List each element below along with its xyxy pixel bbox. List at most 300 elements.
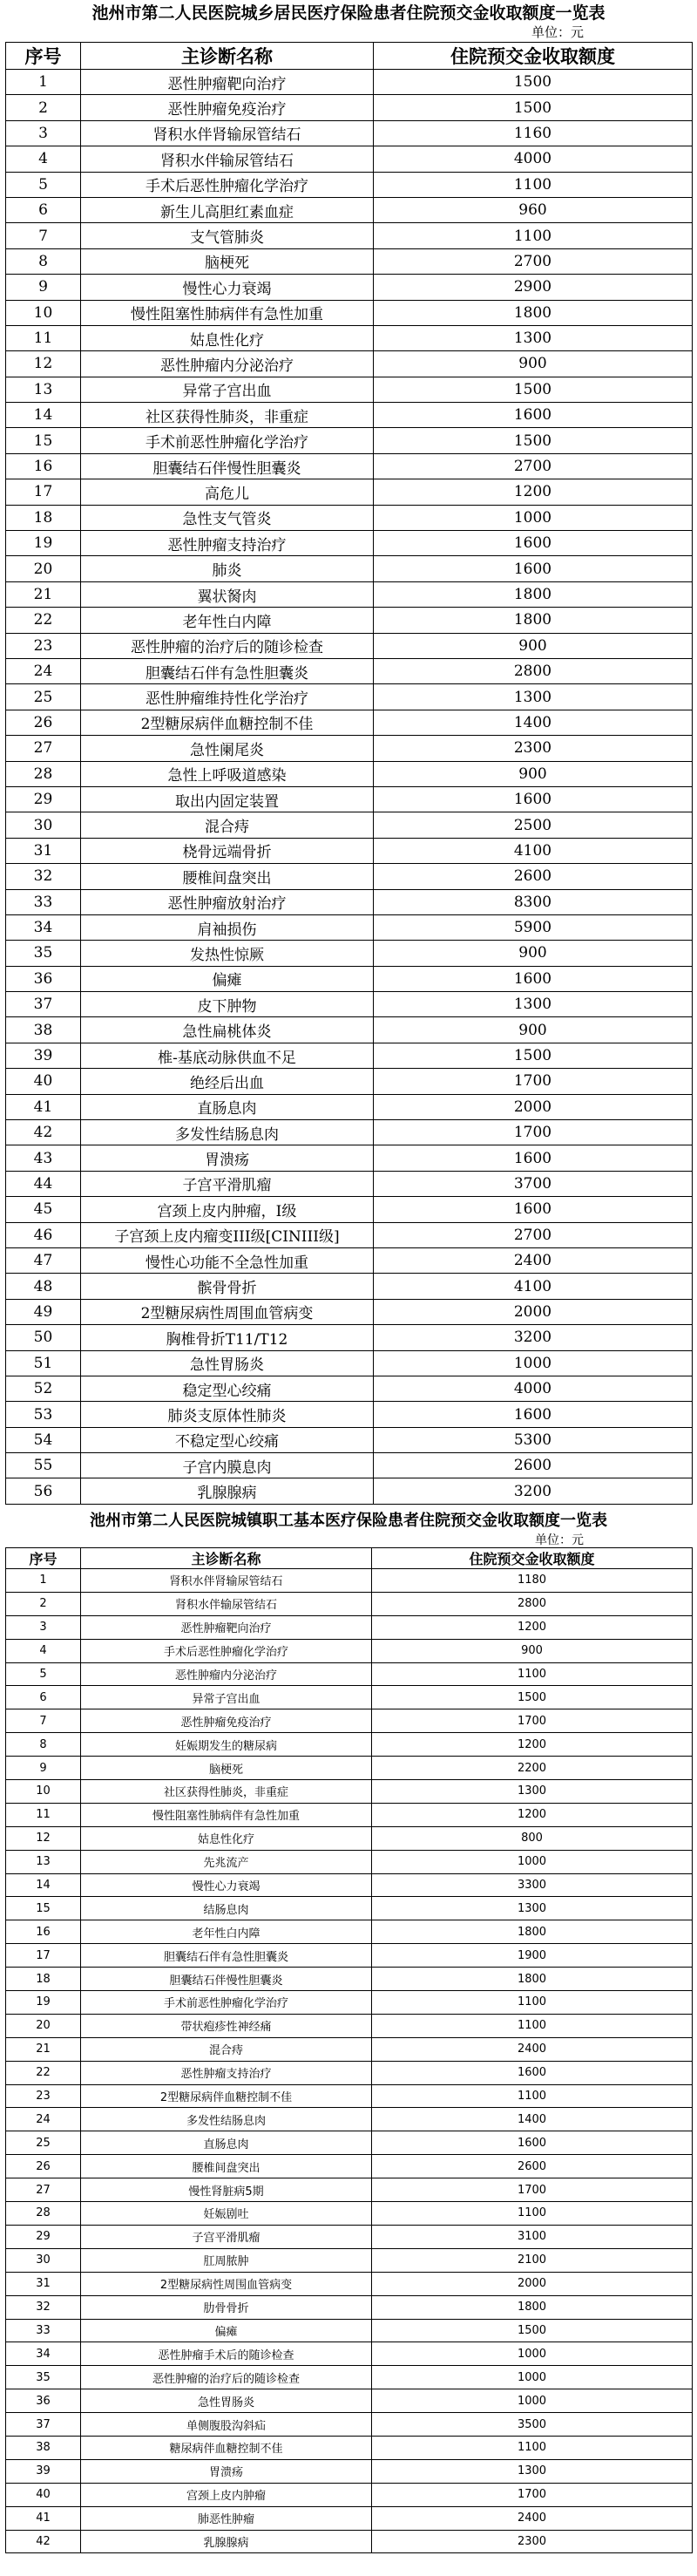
diagnosis-cell: 肺恶性肿瘤 xyxy=(81,2506,372,2530)
diagnosis-cell: 翼状胬肉 xyxy=(81,581,374,607)
serial-cell: 35 xyxy=(6,941,81,966)
deposit-amount-cell: 3200 xyxy=(374,1478,693,1504)
serial-cell: 26 xyxy=(6,2155,81,2178)
table-row xyxy=(6,2248,693,2272)
diagnosis-cell: 子宫平滑肌瘤 xyxy=(81,1171,374,1196)
serial-cell: 22 xyxy=(6,608,81,633)
table-row xyxy=(6,1094,693,1119)
diagnosis-cell: 手术后恶性肿瘤化学治疗 xyxy=(81,1639,372,1662)
serial-cell: 33 xyxy=(6,889,81,914)
table-row xyxy=(6,2295,693,2319)
deposit-amount-cell: 4000 xyxy=(374,146,693,172)
serial-cell: 30 xyxy=(6,812,81,838)
serial-cell: 4 xyxy=(6,146,81,172)
serial-cell: 36 xyxy=(6,2389,81,2413)
table-row xyxy=(6,966,693,991)
diagnosis-cell: 偏瘫 xyxy=(81,2319,372,2342)
deposit-amount-cell: 2300 xyxy=(372,2530,693,2553)
serial-cell: 6 xyxy=(6,197,81,222)
deposit-amount-cell: 4100 xyxy=(374,838,693,863)
diagnosis-cell: 新生儿高胆红素血症 xyxy=(81,197,374,222)
diagnosis-cell: 2型糖尿病性周围血管病变 xyxy=(81,2272,372,2295)
diagnosis-cell: 桡骨远端骨折 xyxy=(81,838,374,863)
serial-cell: 32 xyxy=(6,864,81,889)
table-row xyxy=(6,1920,693,1944)
deposit-amount-cell: 1600 xyxy=(372,2131,693,2155)
table-row xyxy=(6,1968,693,1991)
diagnosis-cell: 子宫内膜息肉 xyxy=(81,1453,374,1478)
serial-cell: 55 xyxy=(6,1453,81,1478)
diagnosis-cell: 腰椎间盘突出 xyxy=(81,2155,372,2178)
diagnosis-cell: 子宫平滑肌瘤 xyxy=(81,2225,372,2248)
serial-cell: 52 xyxy=(6,1376,81,1401)
table-row xyxy=(6,1069,693,1094)
serial-cell: 34 xyxy=(6,2342,81,2366)
diagnosis-cell: 慢性阻塞性肺病伴有急性加重 xyxy=(81,1803,372,1826)
deposit-amount-cell: 800 xyxy=(372,1826,693,1850)
diagnosis-cell: 恶性肿瘤免疫治疗 xyxy=(81,95,374,120)
table-row xyxy=(6,1709,693,1733)
deposit-amount-cell: 2400 xyxy=(372,2506,693,2530)
deposit-amount-cell: 900 xyxy=(374,1017,693,1043)
diagnosis-cell: 肛周脓肿 xyxy=(81,2248,372,2272)
table-row xyxy=(6,479,693,505)
header-diagnosis: 主诊断名称 xyxy=(81,43,374,70)
diagnosis-cell: 肺炎支原体性肺炎 xyxy=(81,1402,374,1427)
table-row xyxy=(6,2366,693,2389)
table-row xyxy=(6,2530,693,2553)
serial-cell: 30 xyxy=(6,2248,81,2272)
table-row xyxy=(6,1222,693,1247)
serial-cell: 41 xyxy=(6,2506,81,2530)
deposit-amount-cell: 1800 xyxy=(372,1968,693,1991)
table-row xyxy=(6,2459,693,2483)
employees-deposit-table xyxy=(5,1547,693,2553)
diagnosis-cell: 恶性肿瘤的治疗后的随诊检查 xyxy=(81,633,374,658)
table-row xyxy=(6,531,693,556)
table-row xyxy=(6,2061,693,2084)
diagnosis-cell: 急性扁桃体炎 xyxy=(81,1017,374,1043)
diagnosis-cell: 急性支气管炎 xyxy=(81,505,374,530)
serial-cell: 27 xyxy=(6,2178,81,2202)
diagnosis-cell: 直肠息肉 xyxy=(81,2131,372,2155)
deposit-amount-cell: 1800 xyxy=(372,2295,693,2319)
diagnosis-cell: 糖尿病伴血糖控制不佳 xyxy=(81,2436,372,2459)
table-row xyxy=(6,325,693,350)
serial-cell: 19 xyxy=(6,1991,81,2015)
diagnosis-cell: 恶性肿瘤支持治疗 xyxy=(81,531,374,556)
deposit-amount-cell: 1500 xyxy=(374,95,693,120)
serial-cell: 24 xyxy=(6,658,81,683)
table-row xyxy=(6,633,693,658)
deposit-amount-cell: 5900 xyxy=(374,914,693,940)
serial-cell: 29 xyxy=(6,2225,81,2248)
diagnosis-cell: 姑息性化疗 xyxy=(81,325,374,350)
diagnosis-cell: 社区获得性肺炎，非重症 xyxy=(81,403,374,428)
deposit-amount-cell: 1600 xyxy=(374,966,693,991)
table2-title: 池州市第二人民医院城镇职工基本医疗保险患者住院预交金收取额度一览表 xyxy=(90,1512,607,1530)
serial-cell: 33 xyxy=(6,2319,81,2342)
serial-cell: 18 xyxy=(6,1968,81,1991)
deposit-amount-cell: 900 xyxy=(374,761,693,786)
table-row xyxy=(6,1453,693,1478)
deposit-amount-cell: 1200 xyxy=(372,1615,693,1639)
table-row xyxy=(6,1325,693,1350)
serial-cell: 18 xyxy=(6,505,81,530)
table-row xyxy=(6,581,693,607)
table-row xyxy=(6,1247,693,1273)
serial-cell: 9 xyxy=(6,1757,81,1780)
table-row xyxy=(6,453,693,479)
deposit-amount-cell: 900 xyxy=(374,941,693,966)
table-row xyxy=(6,1944,693,1968)
diagnosis-cell: 支气管肺炎 xyxy=(81,223,374,248)
deposit-amount-cell: 1200 xyxy=(372,1733,693,1757)
diagnosis-cell: 慢性阻塞性肺病伴有急性加重 xyxy=(81,300,374,325)
diagnosis-cell: 姑息性化疗 xyxy=(81,1826,372,1850)
serial-cell: 29 xyxy=(6,786,81,812)
deposit-amount-cell: 1300 xyxy=(372,2459,693,2483)
diagnosis-cell: 肾积水伴肾输尿管结石 xyxy=(81,1569,372,1593)
table-row xyxy=(6,1757,693,1780)
deposit-amount-cell: 2700 xyxy=(374,248,693,274)
deposit-amount-cell: 1500 xyxy=(372,1686,693,1709)
deposit-amount-cell: 1300 xyxy=(374,992,693,1017)
serial-cell: 8 xyxy=(6,1733,81,1757)
table-row xyxy=(6,1427,693,1452)
diagnosis-cell: 不稳定型心绞痛 xyxy=(81,1427,374,1452)
serial-cell: 7 xyxy=(6,1709,81,1733)
table-row xyxy=(6,1197,693,1222)
deposit-amount-cell: 2600 xyxy=(374,864,693,889)
deposit-amount-cell: 1400 xyxy=(372,2108,693,2131)
diagnosis-cell: 手术前恶性肿瘤化学治疗 xyxy=(81,1991,372,2015)
diagnosis-cell: 椎-基底动脉供血不足 xyxy=(81,1043,374,1068)
deposit-amount-cell: 1100 xyxy=(372,1662,693,1686)
diagnosis-cell: 绝经后出血 xyxy=(81,1069,374,1094)
table-row xyxy=(6,1803,693,1826)
diagnosis-cell: 多发性结肠息肉 xyxy=(81,1120,374,1145)
diagnosis-cell: 肋骨骨折 xyxy=(81,2295,372,2319)
table-row xyxy=(6,2272,693,2295)
serial-cell: 50 xyxy=(6,1325,81,1350)
table-row xyxy=(6,70,693,95)
diagnosis-cell: 发热性惊厥 xyxy=(81,941,374,966)
serial-cell: 39 xyxy=(6,2459,81,2483)
serial-cell: 44 xyxy=(6,1171,81,1196)
table-row xyxy=(6,992,693,1017)
deposit-amount-cell: 900 xyxy=(374,633,693,658)
table-row xyxy=(6,2108,693,2131)
deposit-amount-cell: 1100 xyxy=(372,1991,693,2015)
table-row xyxy=(6,1274,693,1299)
table-row xyxy=(6,889,693,914)
deposit-amount-cell: 1100 xyxy=(374,223,693,248)
serial-cell: 9 xyxy=(6,275,81,300)
diagnosis-cell: 高危儿 xyxy=(81,479,374,505)
serial-cell: 15 xyxy=(6,1897,81,1920)
serial-cell: 17 xyxy=(6,1944,81,1968)
serial-cell: 28 xyxy=(6,761,81,786)
serial-cell: 48 xyxy=(6,1274,81,1299)
serial-cell: 7 xyxy=(6,223,81,248)
diagnosis-cell: 肩袖损伤 xyxy=(81,914,374,940)
table-row xyxy=(6,2225,693,2248)
serial-cell: 39 xyxy=(6,1043,81,1068)
deposit-amount-cell: 2400 xyxy=(374,1247,693,1273)
serial-cell: 20 xyxy=(6,556,81,581)
deposit-amount-cell: 2300 xyxy=(374,736,693,761)
serial-cell: 4 xyxy=(6,1639,81,1662)
header-deposit-amount: 住院预交金收取额度 xyxy=(372,1548,693,1569)
diagnosis-cell: 恶性肿瘤内分泌治疗 xyxy=(81,351,374,377)
diagnosis-cell: 2型糖尿病伴血糖控制不佳 xyxy=(81,710,374,735)
table-row xyxy=(6,2014,693,2037)
table1-unit: 单位：元 xyxy=(531,24,584,40)
table-row xyxy=(6,2155,693,2178)
serial-cell: 21 xyxy=(6,581,81,607)
diagnosis-cell: 妊娠期发生的糖尿病 xyxy=(81,1733,372,1757)
table-row xyxy=(6,786,693,812)
deposit-amount-cell: 2000 xyxy=(372,2272,693,2295)
deposit-amount-cell: 1700 xyxy=(374,1120,693,1145)
serial-cell: 11 xyxy=(6,1803,81,1826)
diagnosis-cell: 带状疱疹性神经痛 xyxy=(81,2014,372,2037)
diagnosis-cell: 异常子宫出血 xyxy=(81,377,374,402)
diagnosis-cell: 脑梗死 xyxy=(81,1757,372,1780)
diagnosis-cell: 肾积水伴输尿管结石 xyxy=(81,146,374,172)
table-row xyxy=(6,556,693,581)
deposit-amount-cell: 1200 xyxy=(372,1803,693,1826)
deposit-amount-cell: 900 xyxy=(372,1639,693,1662)
table-row xyxy=(6,838,693,863)
diagnosis-cell: 结肠息肉 xyxy=(81,1897,372,1920)
diagnosis-cell: 胆囊结石伴慢性胆囊炎 xyxy=(81,453,374,479)
diagnosis-cell: 胃溃疡 xyxy=(81,1145,374,1171)
deposit-amount-cell: 3100 xyxy=(372,2225,693,2248)
diagnosis-cell: 直肠息肉 xyxy=(81,1094,374,1119)
serial-cell: 40 xyxy=(6,2483,81,2506)
deposit-amount-cell: 1000 xyxy=(374,505,693,530)
deposit-amount-cell: 1160 xyxy=(374,120,693,146)
serial-cell: 34 xyxy=(6,914,81,940)
diagnosis-cell: 髌骨骨折 xyxy=(81,1274,374,1299)
deposit-amount-cell: 1500 xyxy=(374,1043,693,1068)
table-row xyxy=(6,1873,693,1897)
table-row xyxy=(6,1120,693,1145)
serial-cell: 2 xyxy=(6,1592,81,1615)
diagnosis-cell: 脑梗死 xyxy=(81,248,374,274)
table-row xyxy=(6,2037,693,2061)
deposit-amount-cell: 1600 xyxy=(374,1402,693,1427)
serial-cell: 56 xyxy=(6,1478,81,1504)
diagnosis-cell: 异常子宫出血 xyxy=(81,1686,372,1709)
diagnosis-cell: 胸椎骨折T11/T12 xyxy=(81,1325,374,1350)
diagnosis-cell: 慢性心功能不全急性加重 xyxy=(81,1247,374,1273)
table-row xyxy=(6,608,693,633)
deposit-amount-cell: 1300 xyxy=(374,325,693,350)
header-serial: 序号 xyxy=(6,1548,81,1569)
deposit-amount-cell: 2700 xyxy=(374,1222,693,1247)
table-row xyxy=(6,1780,693,1804)
serial-cell: 26 xyxy=(6,710,81,735)
serial-cell: 46 xyxy=(6,1222,81,1247)
diagnosis-cell: 慢性肾脏病5期 xyxy=(81,2178,372,2202)
deposit-amount-cell: 1100 xyxy=(372,2014,693,2037)
table-row xyxy=(6,300,693,325)
deposit-amount-cell: 1000 xyxy=(374,1350,693,1376)
table-row xyxy=(6,736,693,761)
table-row xyxy=(6,2483,693,2506)
table-row xyxy=(6,428,693,453)
diagnosis-cell: 单侧腹股沟斜疝 xyxy=(81,2413,372,2437)
table-row xyxy=(6,1826,693,1850)
table-row xyxy=(6,2319,693,2342)
deposit-amount-cell: 2000 xyxy=(374,1299,693,1324)
table-row xyxy=(6,1376,693,1401)
deposit-amount-cell: 1000 xyxy=(372,2342,693,2366)
deposit-amount-cell: 2100 xyxy=(372,2248,693,2272)
deposit-amount-cell: 3300 xyxy=(372,1873,693,1897)
table-row xyxy=(6,172,693,197)
diagnosis-cell: 偏瘫 xyxy=(81,966,374,991)
deposit-amount-cell: 5300 xyxy=(374,1427,693,1452)
deposit-amount-cell: 1500 xyxy=(374,428,693,453)
diagnosis-cell: 急性胃肠炎 xyxy=(81,1350,374,1376)
diagnosis-cell: 肺炎 xyxy=(81,556,374,581)
table-row xyxy=(6,1991,693,2015)
diagnosis-cell: 乳腺腺病 xyxy=(81,2530,372,2553)
header-serial: 序号 xyxy=(6,43,81,70)
deposit-amount-cell: 1800 xyxy=(374,581,693,607)
diagnosis-cell: 腰椎间盘突出 xyxy=(81,864,374,889)
deposit-amount-cell: 2600 xyxy=(374,1453,693,1478)
diagnosis-cell: 恶性肿瘤的治疗后的随诊检查 xyxy=(81,2366,372,2389)
employees-insurance-section xyxy=(0,1506,697,2576)
serial-cell: 13 xyxy=(6,1850,81,1873)
serial-cell: 15 xyxy=(6,428,81,453)
serial-cell: 27 xyxy=(6,736,81,761)
table-row xyxy=(6,1615,693,1639)
serial-cell: 11 xyxy=(6,325,81,350)
diagnosis-cell: 2型糖尿病伴血糖控制不佳 xyxy=(81,2084,372,2108)
table-row xyxy=(6,684,693,710)
deposit-amount-cell: 1100 xyxy=(372,2436,693,2459)
deposit-amount-cell: 1500 xyxy=(374,70,693,95)
table-row xyxy=(6,710,693,735)
deposit-amount-cell: 1180 xyxy=(372,1569,693,1593)
deposit-amount-cell: 2600 xyxy=(372,2155,693,2178)
serial-cell: 5 xyxy=(6,1662,81,1686)
serial-cell: 47 xyxy=(6,1247,81,1273)
deposit-amount-cell: 3700 xyxy=(374,1171,693,1196)
serial-cell: 3 xyxy=(6,120,81,146)
table-row xyxy=(6,2436,693,2459)
diagnosis-cell: 手术后恶性肿瘤化学治疗 xyxy=(81,172,374,197)
serial-cell: 1 xyxy=(6,1569,81,1593)
diagnosis-cell: 稳定型心绞痛 xyxy=(81,1376,374,1401)
diagnosis-cell: 宫颈上皮内肿瘤，I级 xyxy=(81,1197,374,1222)
diagnosis-cell: 2型糖尿病性周围血管病变 xyxy=(81,1299,374,1324)
deposit-amount-cell: 960 xyxy=(374,197,693,222)
header-diagnosis: 主诊断名称 xyxy=(81,1548,372,1569)
serial-cell: 36 xyxy=(6,966,81,991)
table-row xyxy=(6,2389,693,2413)
serial-cell: 12 xyxy=(6,351,81,377)
table-row xyxy=(6,2131,693,2155)
diagnosis-cell: 皮下肿物 xyxy=(81,992,374,1017)
deposit-amount-cell: 1200 xyxy=(374,479,693,505)
serial-cell: 5 xyxy=(6,172,81,197)
table-row xyxy=(6,1299,693,1324)
diagnosis-cell: 胆囊结石伴慢性胆囊炎 xyxy=(81,1968,372,1991)
serial-cell: 43 xyxy=(6,1145,81,1171)
deposit-amount-cell: 3500 xyxy=(372,2413,693,2437)
table-row xyxy=(6,95,693,120)
diagnosis-cell: 恶性肿瘤支持治疗 xyxy=(81,2061,372,2084)
table-row xyxy=(6,914,693,940)
deposit-amount-cell: 1100 xyxy=(374,172,693,197)
table-row xyxy=(6,248,693,274)
table-row xyxy=(6,864,693,889)
deposit-amount-cell: 1000 xyxy=(372,2366,693,2389)
table2-body xyxy=(6,1569,693,2553)
serial-cell: 3 xyxy=(6,1615,81,1639)
diagnosis-cell: 宫颈上皮内肿瘤 xyxy=(81,2483,372,2506)
serial-cell: 25 xyxy=(6,2131,81,2155)
serial-cell: 14 xyxy=(6,1873,81,1897)
serial-cell: 41 xyxy=(6,1094,81,1119)
table-row xyxy=(6,1733,693,1757)
serial-cell: 37 xyxy=(6,992,81,1017)
table-row xyxy=(6,223,693,248)
table-row xyxy=(6,761,693,786)
deposit-amount-cell: 2900 xyxy=(374,275,693,300)
diagnosis-cell: 恶性肿瘤靶向治疗 xyxy=(81,1615,372,1639)
table-row xyxy=(6,2413,693,2437)
deposit-amount-cell: 1800 xyxy=(372,1920,693,1944)
table-row xyxy=(6,1145,693,1171)
deposit-amount-cell: 1600 xyxy=(374,403,693,428)
serial-cell: 45 xyxy=(6,1197,81,1222)
diagnosis-cell: 恶性肿瘤内分泌治疗 xyxy=(81,1662,372,1686)
diagnosis-cell: 急性胃肠炎 xyxy=(81,2389,372,2413)
table2-unit: 单位：元 xyxy=(535,1533,584,1547)
serial-cell: 6 xyxy=(6,1686,81,1709)
table-row xyxy=(6,2178,693,2202)
table-row xyxy=(6,197,693,222)
serial-cell: 13 xyxy=(6,377,81,402)
table-row xyxy=(6,403,693,428)
serial-cell: 35 xyxy=(6,2366,81,2389)
serial-cell: 23 xyxy=(6,633,81,658)
deposit-amount-cell: 1000 xyxy=(372,2389,693,2413)
serial-cell: 10 xyxy=(6,1780,81,1804)
table-row xyxy=(6,1686,693,1709)
deposit-amount-cell: 1300 xyxy=(374,684,693,710)
serial-cell: 19 xyxy=(6,531,81,556)
deposit-amount-cell: 1900 xyxy=(372,1944,693,1968)
diagnosis-cell: 妊娠剧吐 xyxy=(81,2202,372,2226)
deposit-amount-cell: 1600 xyxy=(374,786,693,812)
table-row xyxy=(6,120,693,146)
table-row xyxy=(6,1017,693,1043)
diagnosis-cell: 先兆流产 xyxy=(81,1850,372,1873)
diagnosis-cell: 社区获得性肺炎，非重症 xyxy=(81,1780,372,1804)
table-row xyxy=(6,812,693,838)
diagnosis-cell: 慢性心力衰竭 xyxy=(81,1873,372,1897)
diagnosis-cell: 胆囊结石伴有急性胆囊炎 xyxy=(81,1944,372,1968)
